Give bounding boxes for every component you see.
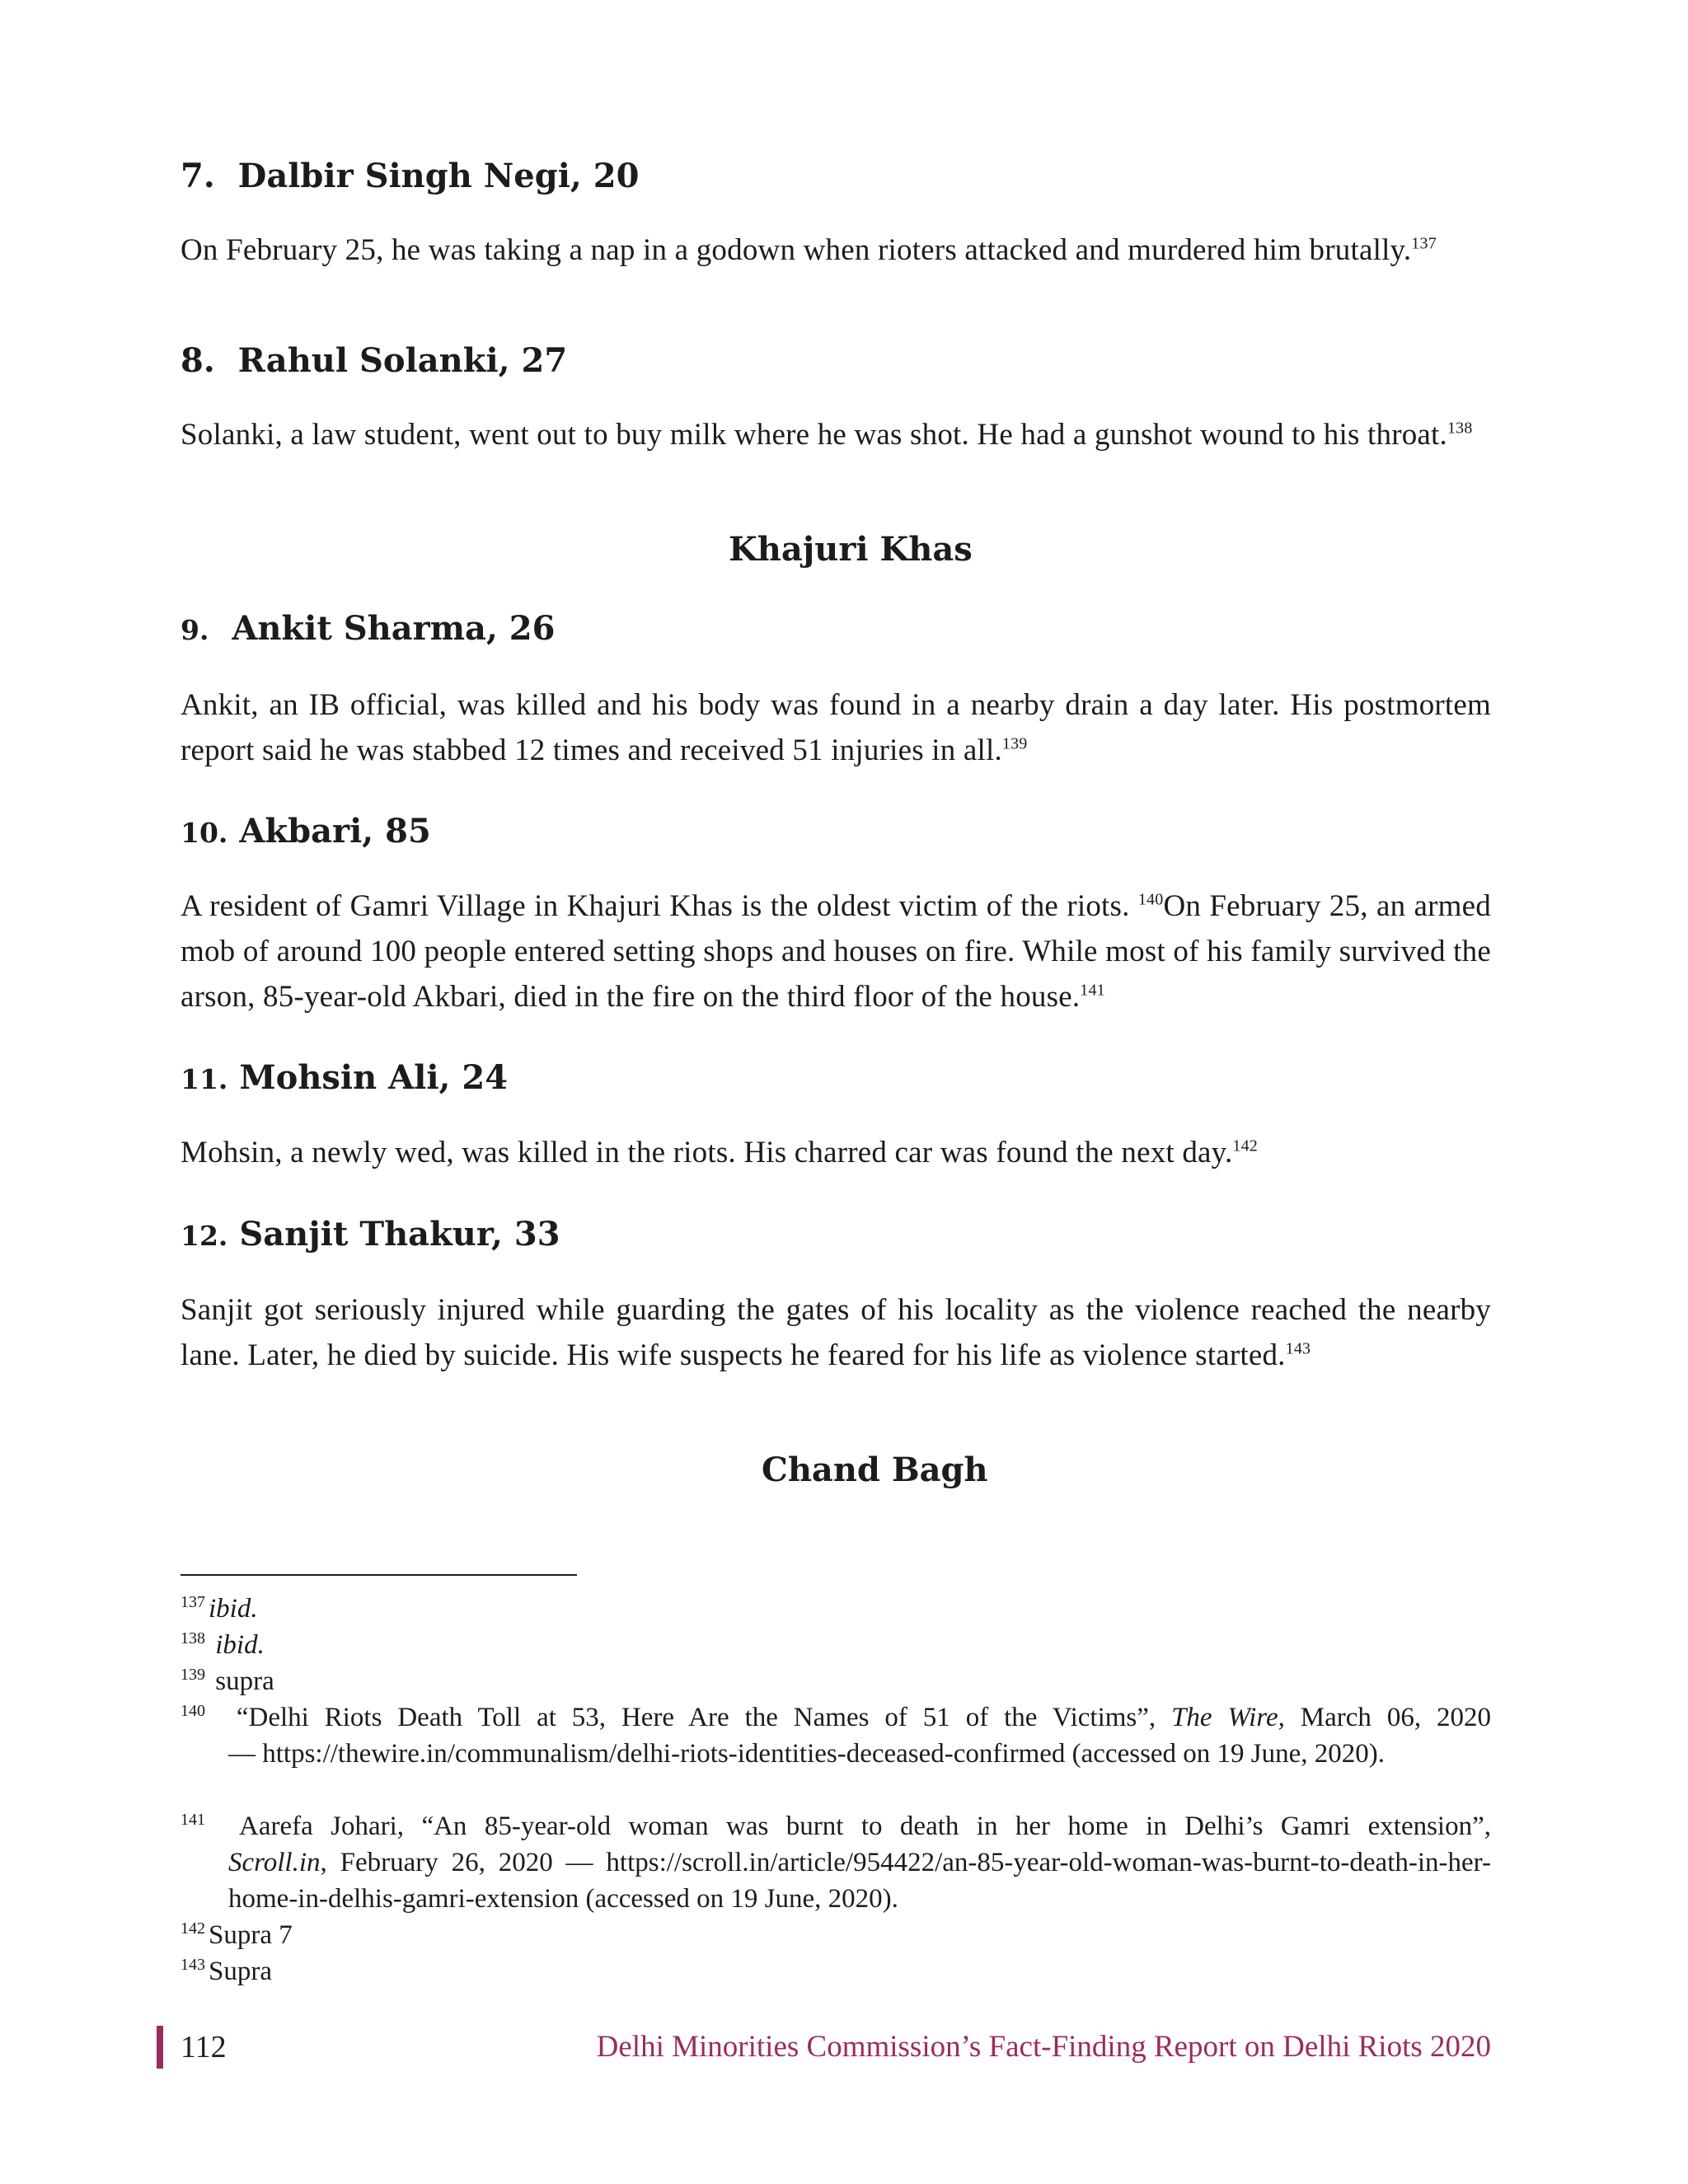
entry-heading-7: [181, 157, 639, 196]
footnote-139: [181, 1663, 1491, 1699]
body-text: A resident of Gamri Village in Khajuri Khas is the oldest victim of the riots.: [181, 889, 1138, 923]
footnote-138: [181, 1627, 1491, 1663]
footnote-ref[interactable]: 137: [1411, 234, 1437, 253]
footnote-140: [181, 1699, 1491, 1772]
entry-heading-11: [181, 1058, 508, 1099]
footnote-ref[interactable]: 138: [1447, 419, 1473, 438]
entry-body-11: [181, 1130, 1491, 1175]
footnote-source: Scroll.in: [228, 1848, 321, 1877]
entry-number: 9.: [181, 614, 209, 646]
body-text: Ankit, an IB official, was killed and his body was found in a nearby drain a day later. His postmortem report said he was stabbed 12 times and received 51 injuries in all.: [181, 688, 1491, 767]
footnote-date: March 06, 2020: [1284, 1703, 1491, 1732]
entry-heading-12: [181, 1215, 560, 1256]
footnote-137: [181, 1591, 1491, 1627]
footnote-mark: 141: [181, 1811, 205, 1829]
footnote-mark: 138: [181, 1629, 205, 1647]
entry-body-10: [181, 883, 1491, 1019]
body-text: Solanki, a law student, went out to buy milk where he was shot. He had a gunshot wound to his throat.: [181, 418, 1447, 452]
entry-number: 12.: [181, 1220, 228, 1252]
entry-body-9: [181, 682, 1491, 773]
entry-number: 8.: [181, 341, 215, 380]
footnote-mark: 142: [181, 1919, 205, 1938]
entry-heading-8: [181, 341, 567, 381]
footnote-mark: 140: [181, 1702, 205, 1720]
entry-name: Mohsin Ali, 24: [239, 1058, 509, 1097]
footnote-mark: 143: [181, 1956, 205, 1974]
entry-name: Akbari, 85: [239, 812, 431, 851]
entry-heading-9: [181, 609, 555, 650]
section-title-chand-bagh: Chand Bagh: [762, 1451, 988, 1489]
footnote-ref[interactable]: 143: [1285, 1339, 1311, 1358]
footer-accent-bar: [157, 2026, 163, 2069]
footnote-ref[interactable]: 140: [1137, 890, 1164, 909]
entry-name: Ankit Sharma, 26: [232, 609, 556, 648]
entry-body-12: [181, 1287, 1491, 1378]
footnote-142: [181, 1917, 1491, 1953]
footnote-ref[interactable]: 141: [1080, 981, 1105, 1000]
footnote-mark: 137: [181, 1593, 205, 1611]
footnote-text: ibid.: [215, 1630, 265, 1660]
footnote-text: supra: [215, 1666, 274, 1696]
footer-report-title: Delhi Minorities Commission’s Fact-Finding Report on Delhi Riots 2020: [596, 2030, 1491, 2064]
footnote-141: [181, 1808, 1491, 1917]
footnote-text: ibid.: [209, 1594, 258, 1624]
section-title-khajuri-khas: Khajuri Khas: [729, 530, 973, 569]
footnote-divider: [181, 1574, 577, 1576]
footnote-text: Supra 7: [209, 1920, 293, 1950]
entry-body-7: [181, 227, 1491, 273]
footnote-title: “Delhi Riots Death Toll at 53, Here Are the Names of 51 of the Victims”,: [236, 1703, 1172, 1732]
body-text: Sanjit got seriously injured while guarding the gates of his locality as the violence reached the nearby lane. Later, he died by suicide. His wife suspects he feared for his life as violence started.: [181, 1293, 1491, 1372]
page-number: 112: [181, 2030, 227, 2064]
footnote-ref[interactable]: 139: [1001, 734, 1028, 753]
body-text: On February 25, an armed mob of around 100 people entered setting shops and houses on fire. While most of his family survived the arson, 85-year-old Akbari, died in the fire on the third floor of the house.: [181, 889, 1491, 1014]
entry-name: Rahul Solanki, 27: [237, 341, 568, 380]
footnote-ref[interactable]: 142: [1232, 1137, 1259, 1155]
footnote-text: Supra: [209, 1957, 272, 1986]
entry-heading-10: [181, 812, 431, 853]
footnote-143: [181, 1953, 1491, 1990]
entry-number: 11.: [181, 1063, 228, 1095]
body-text: On February 25, he was taking a nap in a godown when rioters attacked and murdered him brutally.: [181, 233, 1412, 267]
footnote-link[interactable]: — https://thewire.in/communalism/delhi-riots-identities-deceased-confirmed (accessed on 19 June, 2020).: [228, 1739, 1386, 1769]
footnote-link[interactable]: , February 26, 2020 — https://scroll.in/article/954422/an-85-year-old-woman-was-burnt-to-death-in-her-home-in-delhis-gamri-extension (accessed on 19 June, 2020).: [228, 1848, 1491, 1914]
entry-body-8: [181, 412, 1491, 457]
footnote-source: The Wire,: [1171, 1703, 1285, 1732]
entry-number: 7.: [181, 157, 215, 195]
entry-name: Sanjit Thakur, 33: [239, 1215, 560, 1254]
footnote-title: Aarefa Johari, “An 85-year-old woman was burnt to death in her home in Delhi’s Gamri extension”,: [239, 1811, 1491, 1841]
footnote-mark: 139: [181, 1666, 205, 1684]
body-text: Mohsin, a newly wed, was killed in the riots. His charred car was found the next day.: [181, 1136, 1233, 1169]
entry-name: Dalbir Singh Negi, 20: [237, 157, 640, 195]
entry-number: 10.: [181, 817, 228, 849]
